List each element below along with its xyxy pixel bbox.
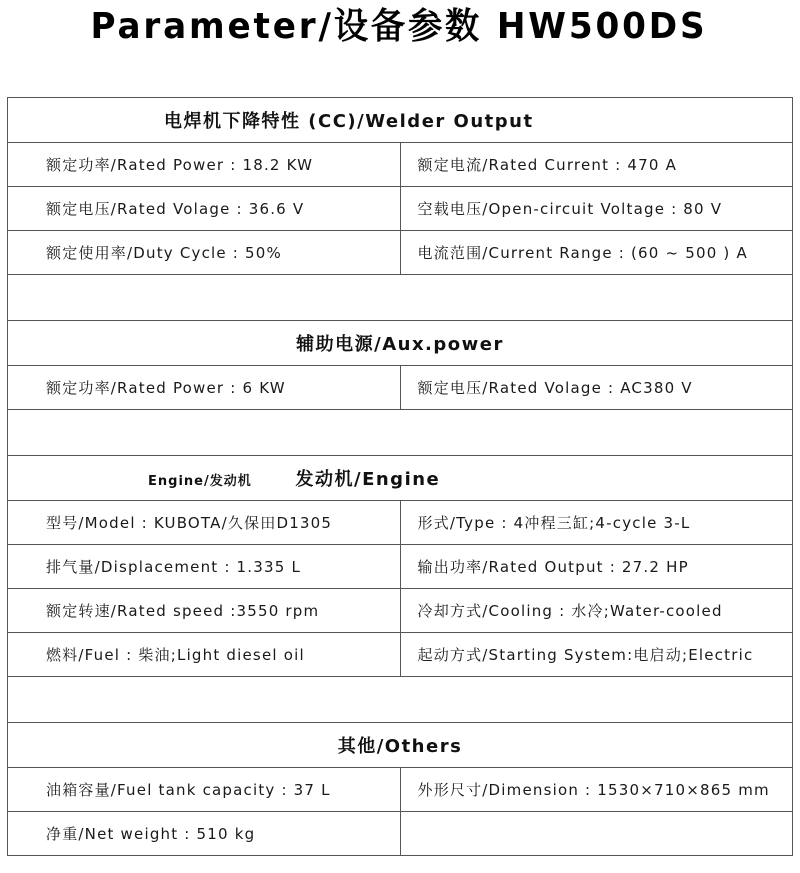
engine-model-cell: 型号/Model : KUBOTA/久保田D1305 [8, 501, 401, 545]
section-header-row [8, 456, 793, 501]
spacer-row [8, 677, 793, 723]
empty-cell [400, 812, 793, 856]
engine-header [8, 456, 793, 501]
table-row [8, 768, 793, 812]
current-range-cell: 电流范围/Current Range : (60 ~ 500 ) A [400, 231, 793, 275]
table-row [8, 501, 793, 545]
fuel-tank-capacity-cell: 油箱容量/Fuel tank capacity : 37 L [8, 768, 401, 812]
dimension-cell: 外形尺寸/Dimension : 1530×710×865 mm [400, 768, 793, 812]
net-weight-cell: 净重/Net weight : 510 kg [8, 812, 401, 856]
duty-cycle-cell: 额定使用率/Duty Cycle : 50% [8, 231, 401, 275]
section-header-row [8, 98, 793, 143]
page-title: Parameter/设备参数 HW500DS [90, 6, 708, 47]
rated-power-cell: 额定功率/Rated Power : 18.2 KW [8, 143, 401, 187]
spacer-row [8, 275, 793, 321]
others-header: 其他/Others [8, 723, 793, 768]
rated-current-cell: 额定电流/Rated Current : 470 A [400, 143, 793, 187]
aux-rated-power-cell: 额定功率/Rated Power : 6 KW [8, 366, 401, 410]
table-row [8, 812, 793, 856]
table-row [8, 231, 793, 275]
table-row [8, 143, 793, 187]
displacement-cell: 排气量/Displacement : 1.335 L [8, 545, 401, 589]
welder-output-header: 电焊机下降特性 (CC)/Welder Output [8, 98, 793, 143]
parameter-table [7, 97, 793, 856]
blank-cell [8, 275, 793, 321]
open-circuit-voltage-cell: 空载电压/Open-circuit Voltage : 80 V [400, 187, 793, 231]
fuel-cell: 燃料/Fuel : 柴油;Light diesel oil [8, 633, 401, 677]
engine-header-small: Engine/发动机 [148, 474, 252, 489]
starting-system-cell: 起动方式/Starting System:电启动;Electric [400, 633, 793, 677]
rated-speed-cell: 额定转速/Rated speed :3550 rpm [8, 589, 401, 633]
table-row [8, 589, 793, 633]
table-row [8, 545, 793, 589]
table-row [8, 366, 793, 410]
cooling-cell: 冷却方式/Cooling : 水冷;Water-cooled [400, 589, 793, 633]
engine-type-cell: 形式/Type : 4冲程三缸;4-cycle 3-L [400, 501, 793, 545]
rated-voltage-cell: 额定电压/Rated Volage : 36.6 V [8, 187, 401, 231]
spacer-row [8, 410, 793, 456]
rated-output-cell: 输出功率/Rated Output : 27.2 HP [400, 545, 793, 589]
section-header-row [8, 723, 793, 768]
table-row [8, 187, 793, 231]
table-row [8, 633, 793, 677]
engine-header-main: 发动机/Engine [295, 469, 441, 490]
blank-cell [8, 677, 793, 723]
section-header-row [8, 321, 793, 366]
aux-power-header: 辅助电源/Aux.power [8, 321, 793, 366]
blank-cell [8, 410, 793, 456]
aux-rated-voltage-cell: 额定电压/Rated Volage : AC380 V [400, 366, 793, 410]
